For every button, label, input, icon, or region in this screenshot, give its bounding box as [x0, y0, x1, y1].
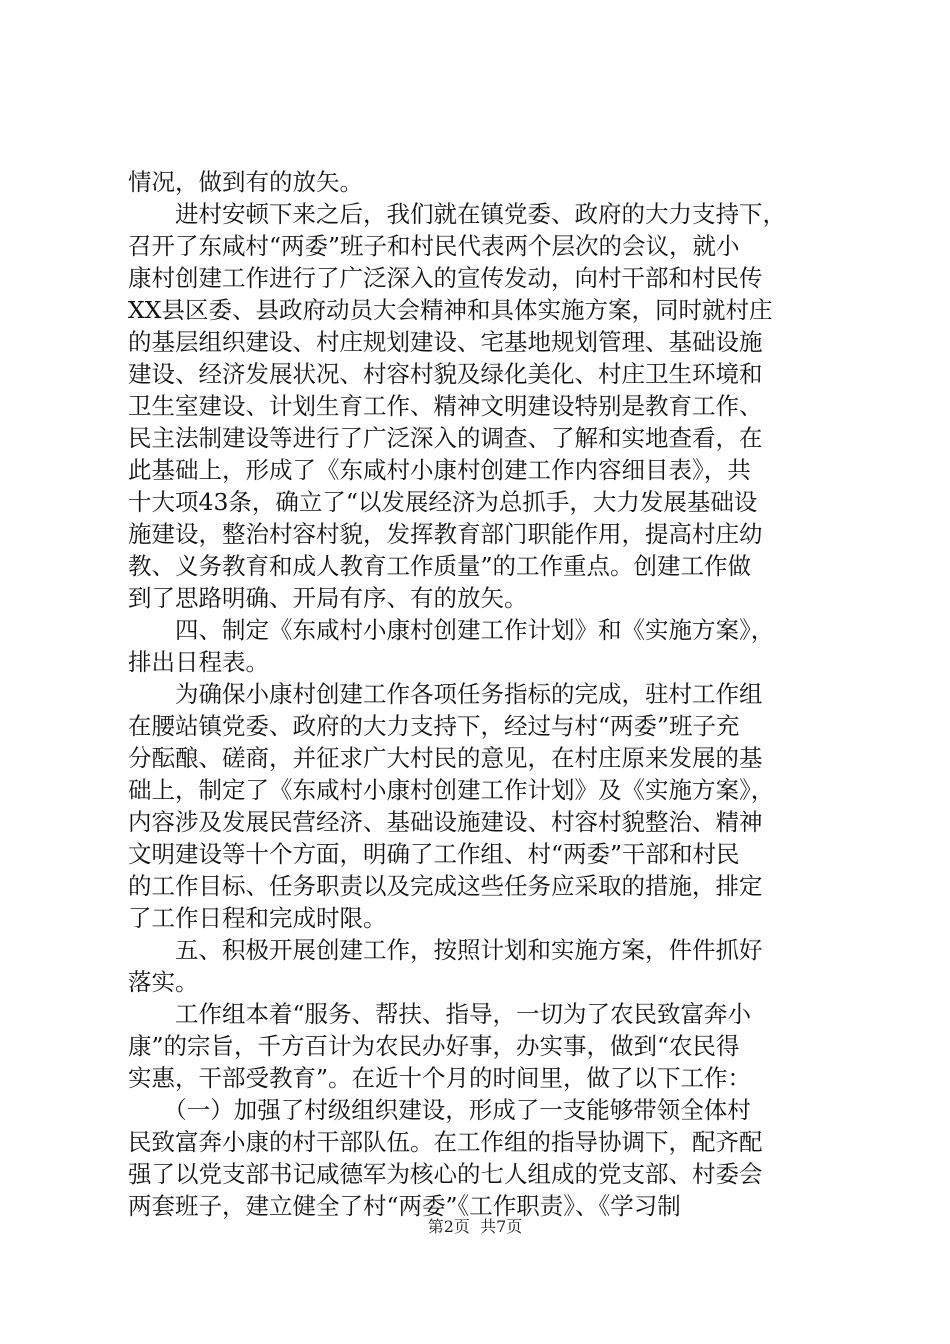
text-line: 落实。 — [128, 968, 199, 996]
text-line: 十大项43条，确立了“以发展经济为总抓手，大力发展基础设 — [128, 488, 758, 516]
text-line: 建设、经济发展状况、村容村貌及绿化美化、村庄卫生环境和 — [128, 360, 763, 388]
text-line: 工作组本着“服务、帮扶、指导，一切为了农民致富奔小 — [128, 1000, 752, 1028]
text-line: 民致富奔小康的村干部队伍。在工作组的指导协调下，配齐配 — [128, 1128, 763, 1156]
text-line: 分酝酿、磋商，并征求广大村民的意见，在村庄原来发展的基 — [128, 744, 763, 772]
page-footer: 第2页 共7页 — [427, 1217, 523, 1236]
text-line: 内容涉及发展民营经济、基础设施建设、村容村貌整治、精神 — [128, 808, 763, 836]
text-line: 了工作日程和完成时限。 — [128, 904, 387, 932]
text-line: XX县区委、县政府动员大会精神和具体实施方案，同时就村庄 — [128, 296, 773, 324]
text-line: 召开了东咸村“两委”班子和村民代表两个层次的会议，就小 — [128, 232, 740, 260]
text-line: 在腰站镇党委、政府的大力支持下，经过与村“两委”班子充 — [128, 712, 740, 740]
text-line: 到了思路明确、开局有序、有的放矢。 — [128, 584, 528, 612]
text-line: 强了以党支部书记咸德军为核心的七人组成的党支部、村委会 — [128, 1160, 763, 1188]
body-text — [128, 166, 828, 1222]
text-line: 排出日程表。 — [128, 648, 269, 676]
text-line: 情况，做到有的放矢。 — [128, 168, 363, 196]
text-line: 施建设，整治村容村貌，发挥教育部门职能作用，提高村庄幼 — [128, 520, 763, 548]
text-line: 民主法制建设等进行了广泛深入的调查、了解和实地查看，在 — [128, 424, 763, 452]
text-line: 的基层组织建设、村庄规划建设、宅基地规划管理、基础设施 — [128, 328, 763, 356]
text-line: 教、义务教育和成人教育工作质量”的工作重点。创建工作做 — [128, 552, 752, 580]
text-line: 卫生室建设、计划生育工作、精神文明建设特别是教育工作、 — [128, 392, 763, 420]
text-line: 四、制定《东咸村小康村创建工作计划》和《实施方案》， — [128, 616, 775, 644]
text-line: 两套班子，建立健全了村“两委”《工作职责》、《学习制 — [128, 1192, 681, 1220]
text-line: 康”的宗旨，千方百计为农民办好事，办实事，做到“农民得 — [128, 1032, 740, 1060]
text-line: 五、积极开展创建工作，按照计划和实施方案，件件抓好 — [128, 936, 763, 964]
text-line: 实惠，干部受教育”。在近十个月的时间里，做了以下工作： — [128, 1064, 752, 1092]
text-line: 进村安顿下来之后，我们就在镇党委、政府的大力支持下， — [128, 200, 786, 228]
text-line: 的工作目标、任务职责以及完成这些任务应采取的措施，排定 — [128, 872, 763, 900]
text-line: 文明建设等十个方面，明确了工作组、村“两委”干部和村民 — [128, 840, 740, 868]
text-line: 为确保小康村创建工作各项任务指标的完成，驻村工作组 — [128, 680, 763, 708]
text-line: 康村创建工作进行了广泛深入的宣传发动，向村干部和村民传 — [128, 264, 763, 292]
text-line: 此基础上，形成了《东咸村小康村创建工作内容细目表》，共 — [128, 456, 751, 484]
text-line: 础上，制定了《东咸村小康村创建工作计划》及《实施方案》， — [128, 776, 775, 804]
text-line: （一）加强了村级组织建设，形成了一支能够带领全体村 — [128, 1096, 751, 1124]
